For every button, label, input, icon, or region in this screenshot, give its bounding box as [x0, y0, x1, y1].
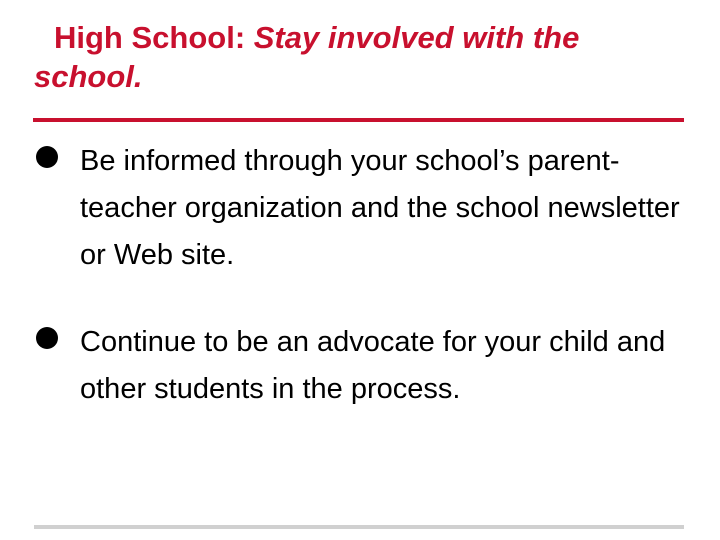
bullet-list — [30, 138, 690, 413]
bullet-icon — [36, 146, 58, 168]
slide-title — [34, 18, 694, 96]
bullet-item — [30, 319, 690, 413]
title-divider — [33, 118, 684, 122]
footer-divider — [34, 525, 684, 529]
title-italic: Stay involved with the school. — [34, 20, 580, 94]
bullet-text: Continue to be an advocate for your child and other students in the process. — [80, 326, 666, 405]
bullet-item — [30, 138, 690, 279]
bullet-icon — [36, 327, 58, 349]
bullet-text: Be informed through your school’s parent-teacher organization and the school newsletter or Web site. — [80, 145, 680, 271]
title-plain: High School: — [54, 20, 254, 55]
